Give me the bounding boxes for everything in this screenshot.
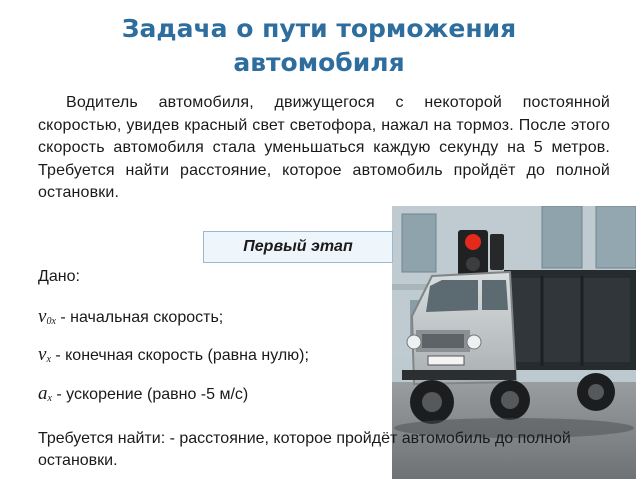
variable-symbol: $v_x$ xyxy=(38,344,51,365)
given-label: Дано: xyxy=(38,268,80,285)
variable-initial-velocity xyxy=(38,307,223,332)
variable-symbol: $a_x$ xyxy=(38,383,52,404)
problem-statement: Водитель автомобиля, движущегося с некоторой постоянной скоростью, увидев красный свет светофора, нажал на тормоз. После этого скорость автомобиля стала уменьшаться каждую секунду на 5 метров. Требуется найти расстояние, которое автомобиль пройдёт до полной остановки. xyxy=(38,94,610,202)
variable-description: - конечная скорость (равна нулю); xyxy=(50,347,309,364)
slide-title-line-2: автомобиля xyxy=(233,48,405,77)
variable-final-velocity xyxy=(38,345,309,370)
variable-symbol: $v_{0x}$ xyxy=(38,306,56,327)
find-statement: Требуется найти: - расстояние, которое пройдёт автомобиль до полной остановки. xyxy=(38,430,571,469)
stage-label: Первый этап xyxy=(203,231,393,263)
variable-acceleration xyxy=(38,384,248,409)
slide-title-line-1: Задача о пути торможения xyxy=(121,14,517,43)
variable-description: - начальная скорость; xyxy=(55,309,224,326)
variable-description: - ускорение (равно -5 м/с) xyxy=(51,386,249,403)
slide-title xyxy=(20,12,618,80)
